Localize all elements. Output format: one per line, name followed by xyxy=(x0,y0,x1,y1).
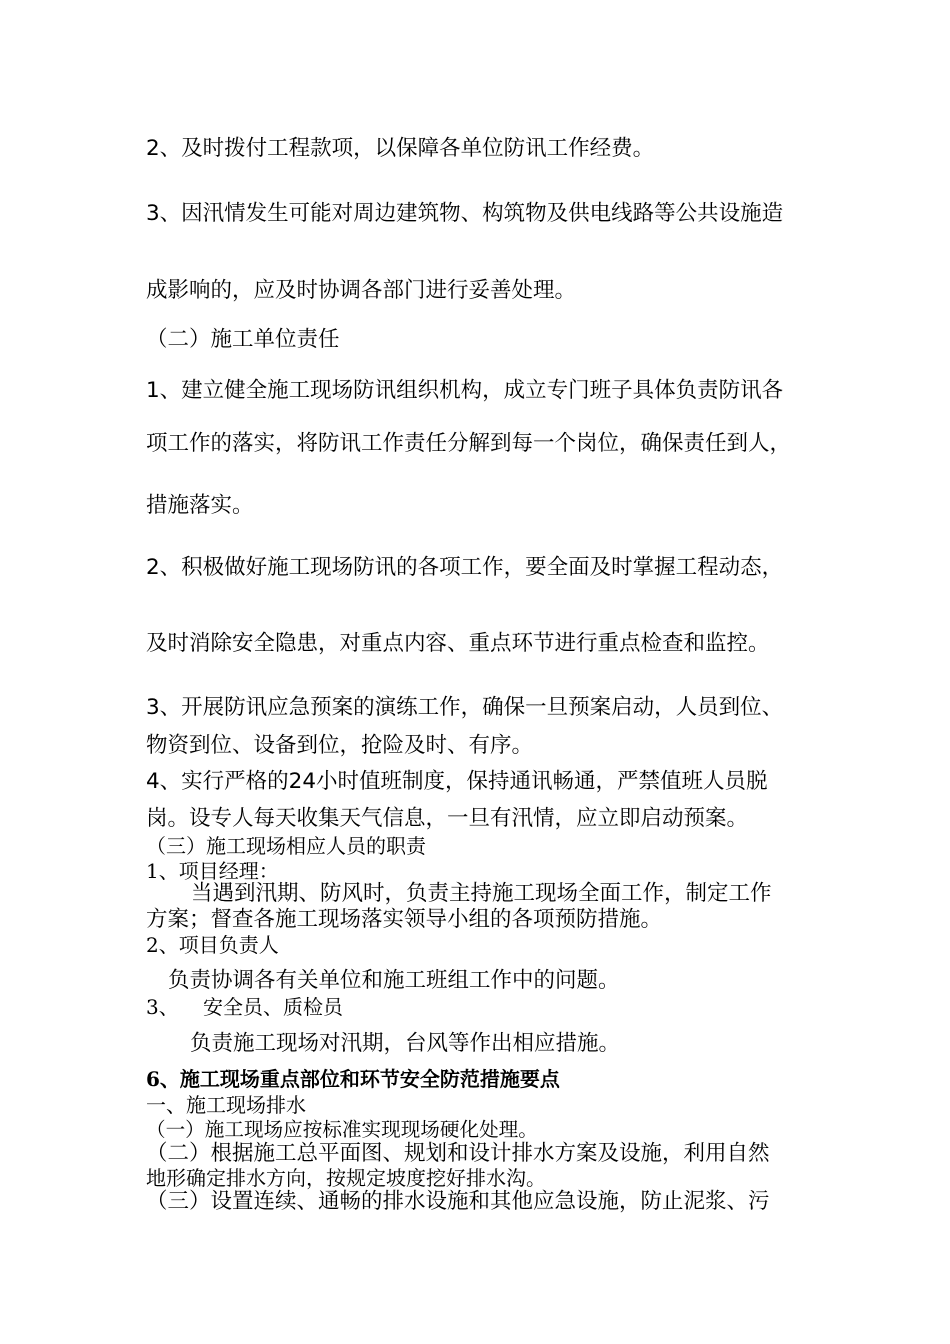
text-line: 及时消除安全隐患，对重点内容、重点环节进行重点检查和监控。 xyxy=(146,631,770,656)
text-line: （一）施工现场应按标准实现现场硬化处理。 xyxy=(146,1118,538,1141)
section-heading: （二）施工单位责任 xyxy=(146,327,340,352)
text-line: 2、积极做好施工现场防讯的各项工作，要全面及时掌握工程动态， xyxy=(146,555,784,580)
text-line: （二）根据施工总平面图、规划和设计排水方案及设施，利用自然 xyxy=(146,1141,770,1166)
list-number: 3、 xyxy=(146,995,179,1019)
text-line: 2、及时拨付工程款项，以保障各单位防讯工作经费。 xyxy=(146,136,655,161)
section-heading: 6、施工现场重点部位和环节安全防范措施要点 xyxy=(146,1067,560,1091)
text-line: 措施落实。 xyxy=(146,493,254,518)
text-line: 项工作的落实，将防讯工作责任分解到每一个岗位，确保责任到人， xyxy=(146,431,792,456)
text-line: 岗。设专人每天收集天气信息，一旦有汛情，应立即启动预案。 xyxy=(146,806,749,831)
text-line: 负责协调各有关单位和施工班组工作中的问题。 xyxy=(168,968,620,993)
section-heading: 一、施工现场排水 xyxy=(146,1093,306,1117)
text-line: 成影响的，应及时协调各部门进行妥善处理。 xyxy=(146,278,577,303)
text-line: 3、因汛情发生可能对周边建筑物、构筑物及供电线路等公共设施造 xyxy=(146,201,784,226)
section-heading: （三）施工现场相应人员的职责 xyxy=(146,834,426,858)
text-line: 方案；督查各施工现场落实领导小组的各项预防措施。 xyxy=(146,907,663,932)
text-line: 2、项目负责人 xyxy=(146,933,279,957)
text-line: 4、实行严格的24小时值班制度，保持通讯畅通，严禁值班人员脱 xyxy=(146,769,768,794)
text-line: 当遇到汛期、防风时，负责主持施工现场全面工作，制定工作 xyxy=(191,881,772,906)
text-line: 3、开展防讯应急预案的演练工作，确保一旦预案启动，人员到位、 xyxy=(146,695,784,720)
text-line: 1、建立健全施工现场防讯组织机构，成立专门班子具体负责防讯各 xyxy=(146,378,784,403)
text-line: 安全员、质检员 xyxy=(203,995,343,1019)
text-line: 负责施工现场对汛期，台风等作出相应措施。 xyxy=(190,1031,621,1056)
text-line: （三）设置连续、通畅的排水设施和其他应急设施，防止泥浆、污 xyxy=(146,1189,770,1214)
text-line: 地形确定排水方向，按规定坡度挖好排水沟。 xyxy=(146,1166,546,1190)
text-line: 1、项目经理： xyxy=(146,859,279,883)
text-line: 物资到位、设备到位，抢险及时、有序。 xyxy=(146,733,534,758)
